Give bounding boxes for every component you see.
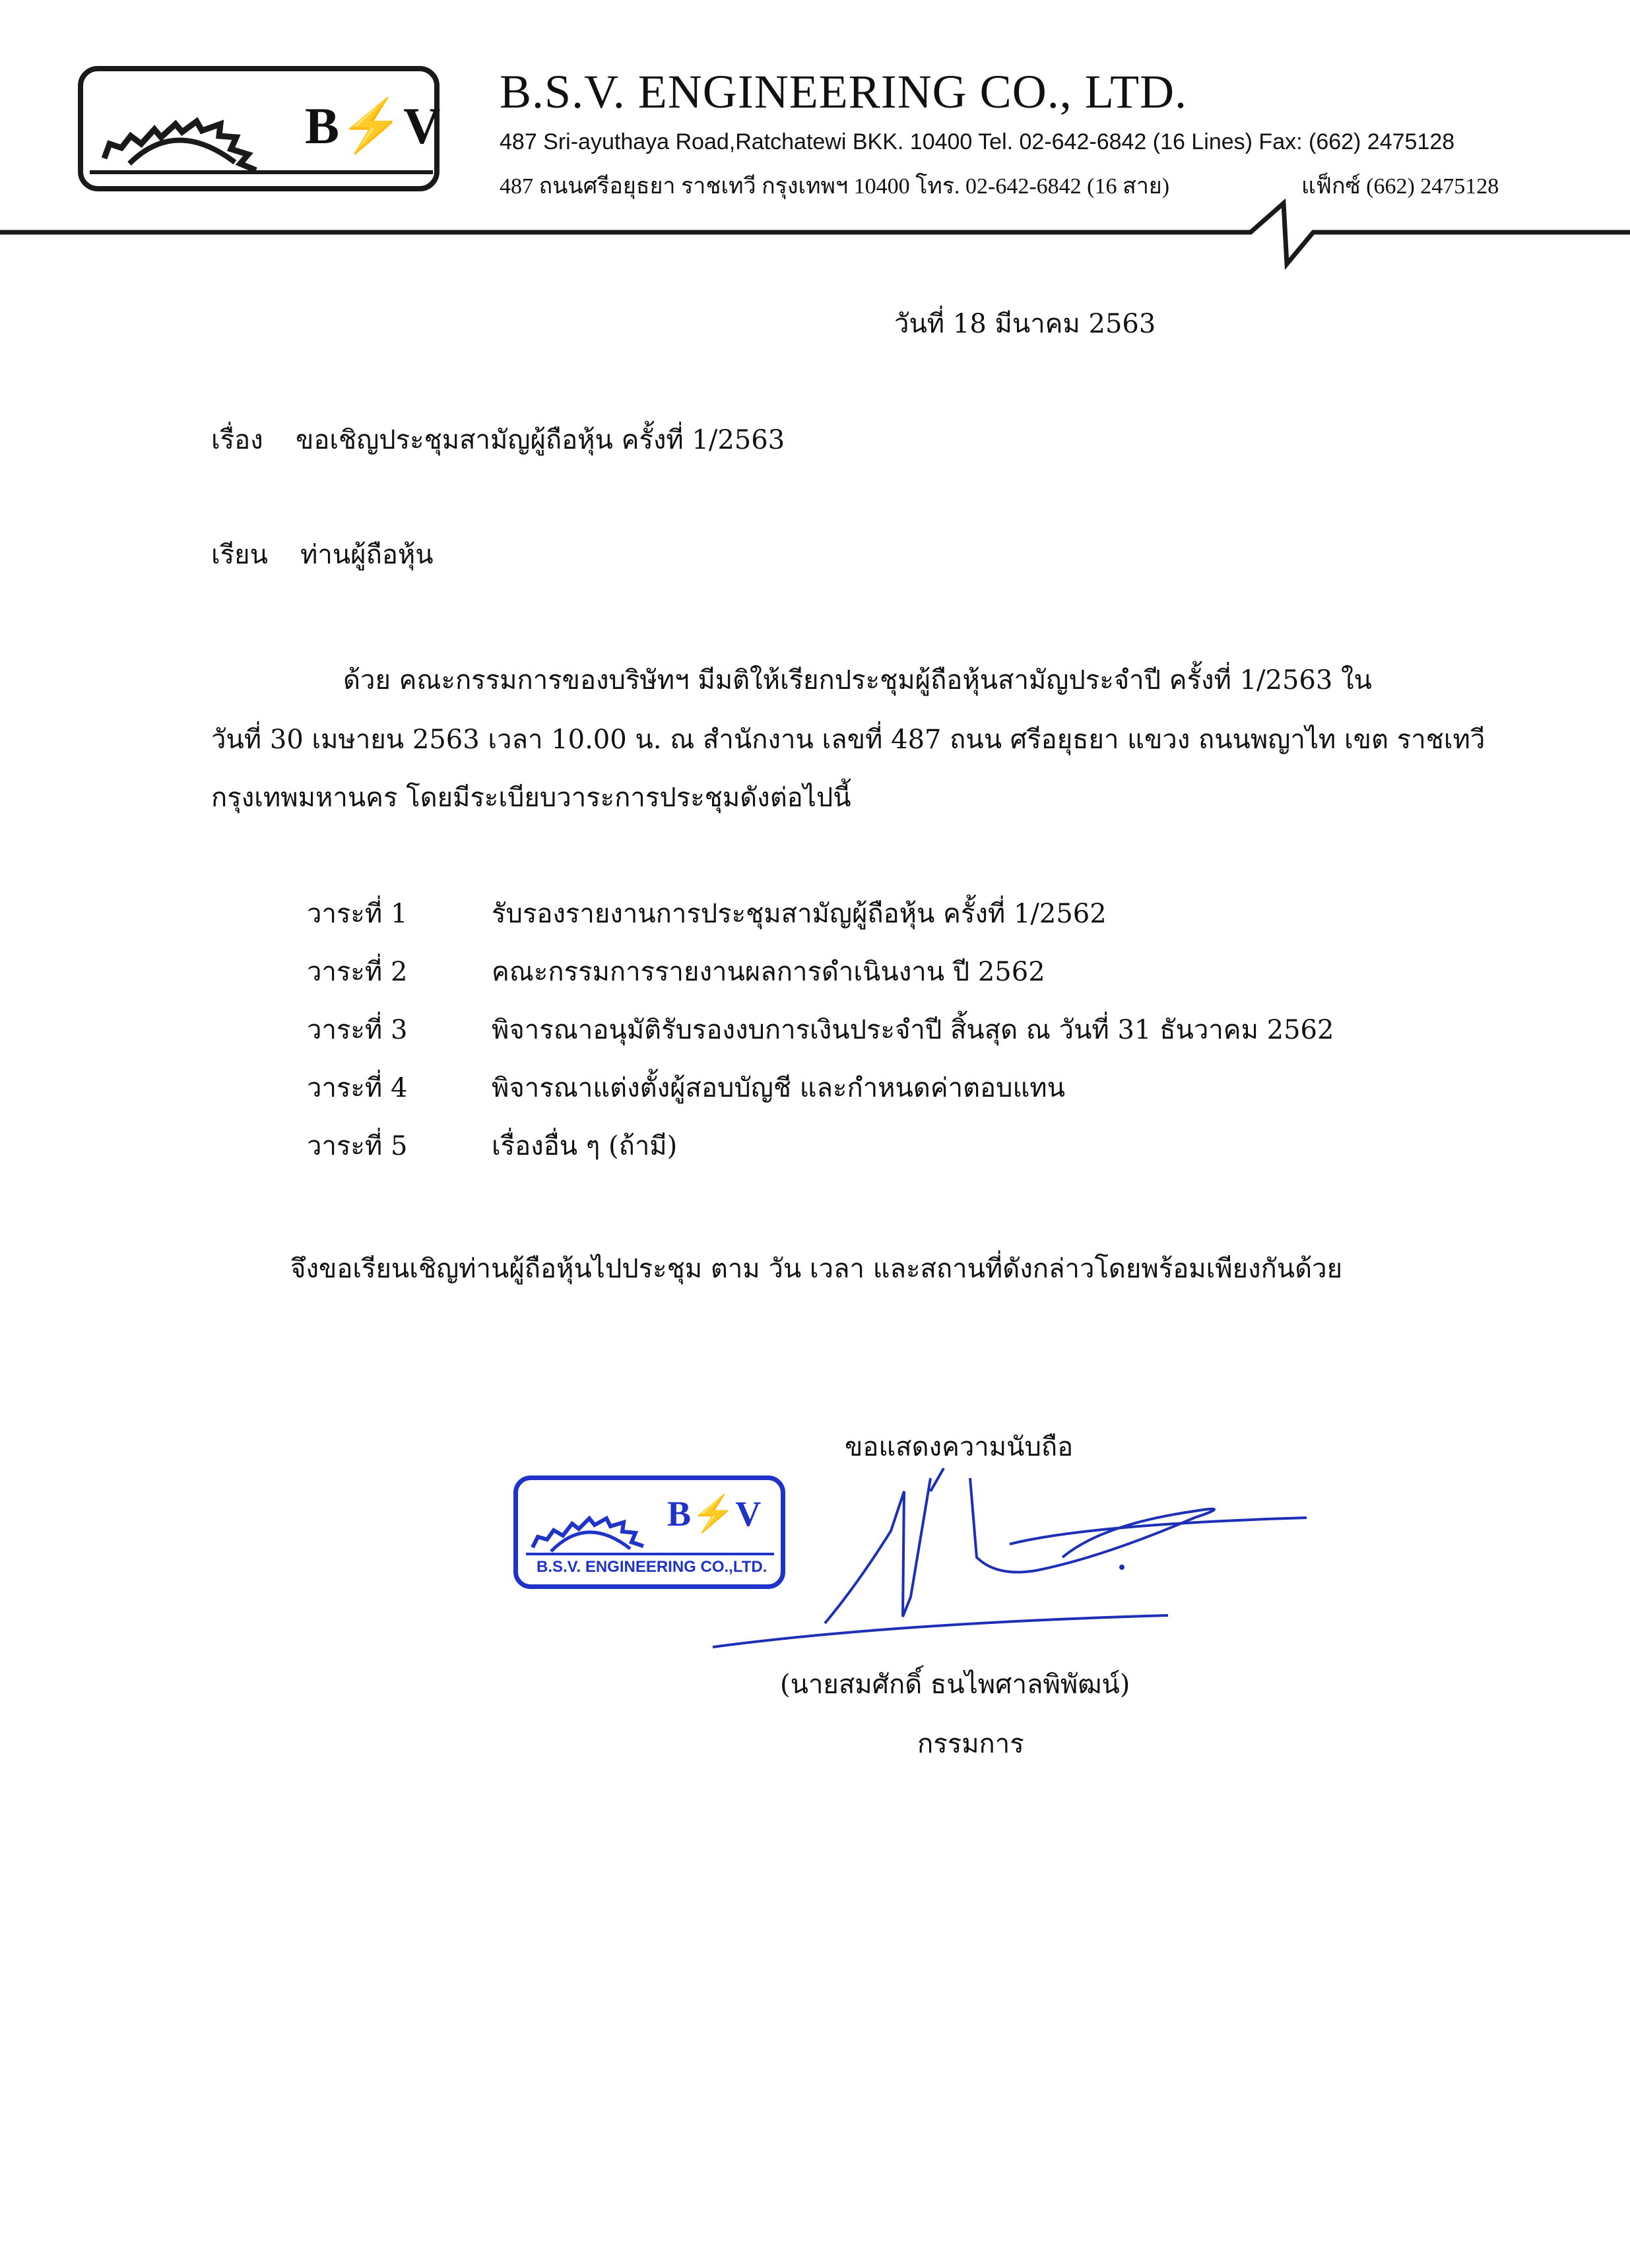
body-line-2: วันที่ 30 เมษายน 2563 เวลา 10.00 น. ณ สำนักงาน เลขที่ 487 ถนน ศรีอยุธยา แขวง ถนนพญาไท เขต ราชเทวี (211, 725, 1485, 755)
agenda-label-2: วาระที่ 2 (307, 957, 408, 987)
body-line-1: ด้วย คณะกรรมการของบริษัทฯ มีมติให้เรียกประชุมผู้ถือหุ้นสามัญประจำปี ครั้งที่ 1/2563 ใน (343, 665, 1372, 696)
letter-date: วันที่ 18 มีนาคม 2563 (894, 309, 1156, 339)
stamp-lettering: B⚡V (667, 1494, 762, 1534)
company-name: B.S.V. ENGINEERING CO., LTD. (500, 65, 1188, 118)
body-line-3: กรุงเทพมหานคร โดยมีระเบียบวาระการประชุมดังต่อไปนี้ (211, 783, 851, 813)
signature (693, 1452, 1326, 1669)
logo-lettering: B⚡V (305, 97, 441, 154)
recipient-text: ท่านผู้ถือหุ้น (300, 540, 434, 570)
signer-name: (นายสมศักดิ์ ธนไพศาลพิพัฒน์) (780, 1669, 1130, 1700)
agenda-item-1: รับรองรายงานการประชุมสามัญผู้ถือหุ้น ครั้งที่ 1/2562 (492, 899, 1107, 929)
signer-title: กรรมการ (917, 1729, 1024, 1759)
company-logo (78, 66, 440, 191)
header-rule (0, 185, 1630, 277)
agenda-item-4: พิจารณาแต่งตั้งผู้สอบบัญชี และกำหนดค่าตอบแทน (492, 1073, 1065, 1103)
subject-label: เรื่อง (211, 425, 263, 455)
fax-thai: แฟ็กซ์ (662) 2475128 (1301, 174, 1499, 199)
address-thai: 487 ถนนศรีอยุธยา ราชเทวี กรุงเทพฯ 10400 โทร. 02-642-6842 (16 สาย) (500, 174, 1170, 199)
agenda-label-4: วาระที่ 4 (307, 1073, 408, 1103)
agenda-label-3: วาระที่ 3 (307, 1015, 408, 1045)
closing-line: จึงขอเรียนเชิญท่านผู้ถือหุ้นไปประชุม ตาม วัน เวลา และสถานที่ดังกล่าวโดยพร้อมเพียงกันด้วย (290, 1254, 1343, 1284)
subject-text: ขอเชิญประชุมสามัญผู้ถือหุ้น ครั้งที่ 1/2563 (296, 425, 785, 455)
regards: ขอแสดงความนับถือ (845, 1432, 1074, 1462)
agenda-item-5: เรื่องอื่น ๆ (ถ้ามี) (492, 1131, 678, 1161)
logo-underline (90, 170, 433, 174)
recipient-label: เรียน (211, 540, 268, 570)
agenda-label-1: วาระที่ 1 (307, 899, 408, 929)
agenda-item-3: พิจารณาอนุมัติรับรองงบการเงินประจำปี สิ้นสุด ณ วันที่ 31 ธันวาคม 2562 (492, 1015, 1334, 1045)
stamp-company: B.S.V. ENGINEERING CO.,LTD. (537, 1558, 767, 1576)
agenda-item-2: คณะกรรมการรายงานผลการดำเนินงาน ปี 2562 (492, 957, 1045, 987)
address-english: 487 Sri-ayuthaya Road,Ratchatewi BKK. 10400 Tel. 02-642-6842 (16 Lines) Fax: (662) 2475128 (500, 129, 1455, 154)
agenda-label-5: วาระที่ 5 (307, 1131, 408, 1161)
